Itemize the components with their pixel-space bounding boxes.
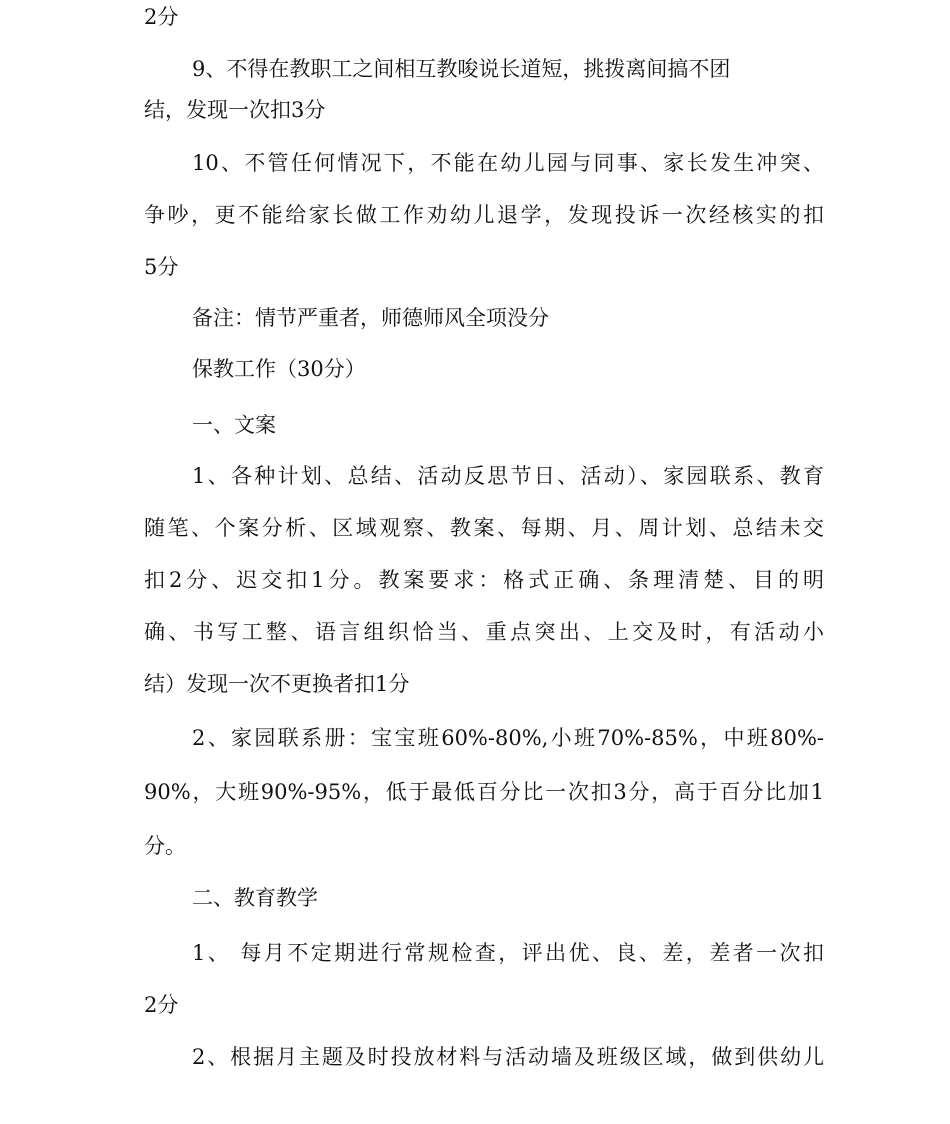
text-line: 5分 [144,255,179,279]
text-line: 结）发现一次不更换者扣1分 [144,672,410,696]
text-line: 扣2分、迟交扣1分。教案要求：格式正确、条理清楚、目的明 [144,568,824,592]
text-line: 9、不得在教职工之间相互教唆说长道短，挑拨离间搞不团 [192,57,731,81]
text-line: 分。 [144,834,186,858]
section-heading: 二、教育教学 [192,886,318,910]
text-line: 2、根据月主题及时投放材料与活动墙及班级区域，做到供幼儿 [192,1045,824,1069]
text-line: 1、 每月不定期进行常规检查，评出优、良、差，差者一次扣 [192,941,824,965]
section-heading: 一、文案 [192,413,276,437]
text-line: 备注：情节严重者，师德师风全项没分 [192,306,549,330]
text-line: 2分 [144,5,179,29]
text-line: 争吵，更不能给家长做工作劝幼儿退学，发现投诉一次经核实的扣 [144,203,824,227]
text-line: 随笔、个案分析、区域观察、教案、每期、月、周计划、总结未交 [144,516,824,540]
text-line: 90%，大班90%-95%，低于最低百分比一次扣3分，高于百分比加1 [144,780,824,804]
text-line: 2、家园联系册：宝宝班60%-80%,小班70%-85%，中班80%- [192,726,824,750]
section-heading: 保教工作（30分） [192,357,366,381]
text-line: 1、各种计划、总结、活动反思节日、活动）、家园联系、教育 [192,464,824,488]
text-line: 10、不管任何情况下，不能在幼儿园与同事、家长发生冲突、 [192,151,824,175]
text-line: 确、书写工整、语言组织恰当、重点突出、上交及时，有活动小 [144,620,824,644]
text-line: 结，发现一次扣3分 [144,98,326,122]
text-line: 2分 [144,993,179,1017]
